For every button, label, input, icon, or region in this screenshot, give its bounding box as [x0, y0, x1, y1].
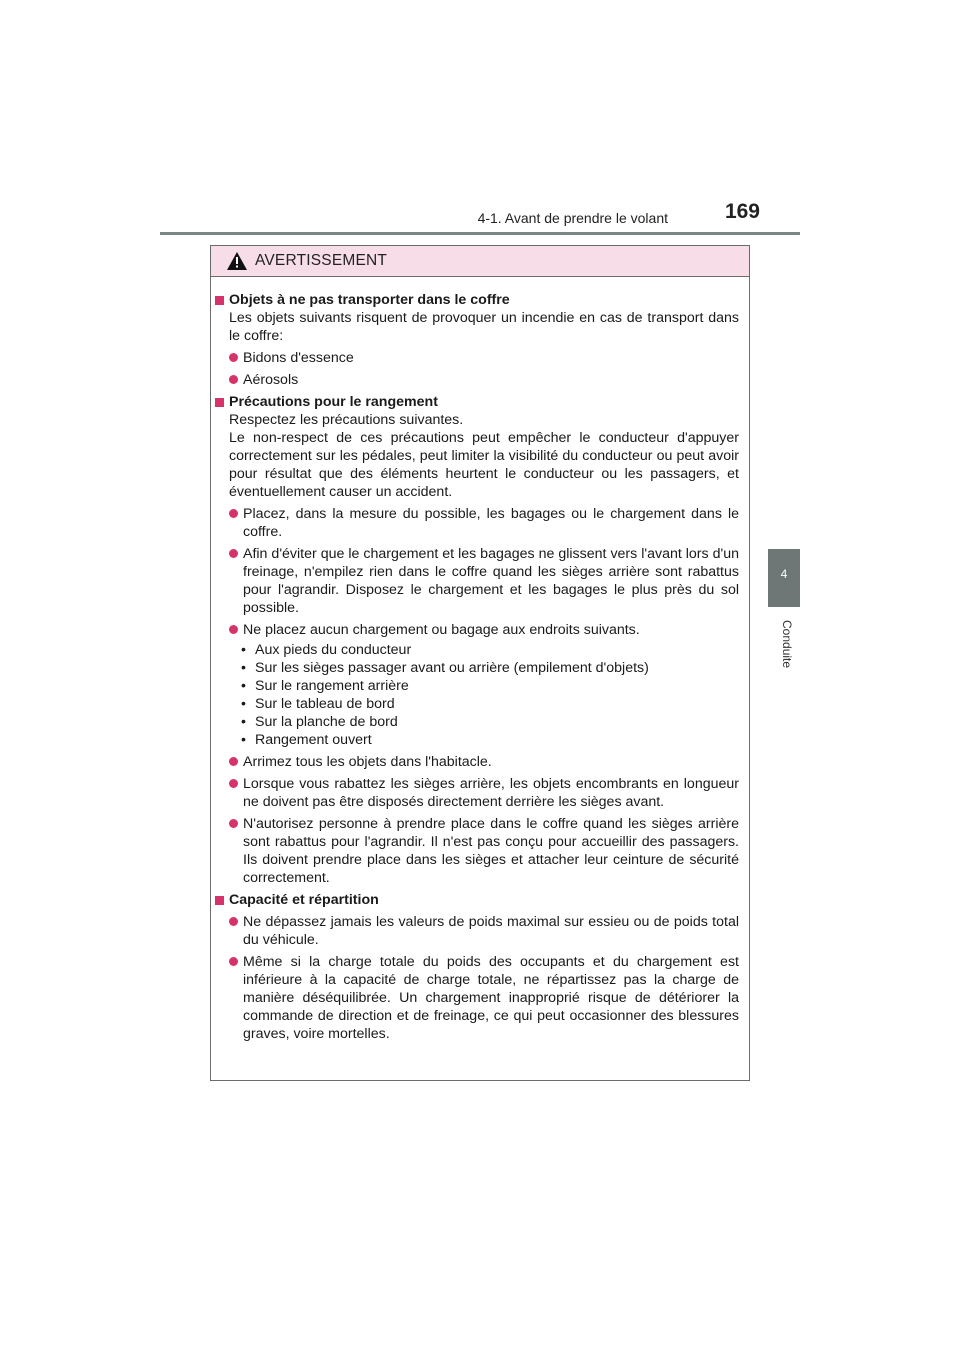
- square-bullet-icon: [215, 896, 224, 905]
- sub-list: [241, 641, 739, 749]
- sub-list-item: • Sur le tableau de bord: [241, 696, 395, 712]
- section-heading: Précautions pour le rangement: [215, 393, 739, 411]
- square-bullet-icon: [215, 398, 224, 407]
- section-heading: Capacité et répartition: [215, 891, 739, 909]
- round-bullet-icon: [229, 509, 238, 518]
- chapter-tab: [768, 549, 800, 607]
- round-bullet-icon: [229, 819, 238, 828]
- paragraph: Les objets suivants risquent de provoquer un incendie en cas de transport dans le coffre:: [229, 310, 739, 344]
- list-item: Même si la charge totale du poids des occupants et du chargement est inférieure à la capacité de charge totale, ne répartissez pas la charge de manière déséquilibrée. Un chargement inapproprié risque de détériorer la commande de direction et de freinage, ce qui peut occasionner des blessures graves, voire mortelles.: [229, 953, 739, 1043]
- list-item: Bidons d'essence: [229, 349, 739, 367]
- warning-header: [211, 246, 749, 277]
- list-item: N'autorisez personne à prendre place dans le coffre quand les sièges arrière sont rabattus pour l'agrandir. Il n'est pas conçu pour accueillir des passagers. Ils doivent prendre place dans les sièges et attacher leur ceinture de sécurité correctement.: [229, 815, 739, 887]
- list-item: Arrimez tous les objets dans l'habitacle.: [229, 753, 739, 771]
- paragraph: Le non-respect de ces précautions peut empêcher le conducteur d'appuyer correctement sur les pédales, peut limiter la visibilité du conducteur ou peut avoir pour résultat que des éléments heurtent le conducteur ou les passagers, et éventuellement causer un accident.: [229, 430, 739, 500]
- sub-list-item: • Sur les sièges passager avant ou arrière (empilement d'objets): [241, 660, 649, 676]
- sub-list-item: • Sur la planche de bord: [241, 714, 398, 730]
- round-bullet-icon: [229, 957, 238, 966]
- round-bullet-icon: [229, 353, 238, 362]
- round-bullet-icon: [229, 549, 238, 558]
- round-bullet-icon: [229, 779, 238, 788]
- chapter-number: 4: [780, 567, 788, 581]
- section-title: 4-1. Avant de prendre le volant: [477, 210, 668, 226]
- list-item: Lorsque vous rabattez les sièges arrière, les objets encombrants en longueur ne doivent pas être disposés directement derrière les sièges avant.: [229, 775, 739, 811]
- round-bullet-icon: [229, 757, 238, 766]
- header-rule: [160, 232, 800, 235]
- paragraph: Respectez les précautions suivantes.: [229, 412, 464, 428]
- list-item: Ne dépassez jamais les valeurs de poids maximal sur essieu ou de poids total du véhicule.: [229, 913, 739, 949]
- warning-box: [210, 245, 750, 1081]
- square-bullet-icon: [215, 296, 224, 305]
- sub-list-item: • Rangement ouvert: [241, 732, 372, 748]
- warning-content: [211, 277, 749, 1043]
- sub-list-item: • Sur le rangement arrière: [241, 678, 409, 694]
- list-item: Placez, dans la mesure du possible, les bagages ou le chargement dans le coffre.: [229, 505, 739, 541]
- list-item: Afin d'éviter que le chargement et les bagages ne glissent vers l'avant lors d'un freinage, n'empilez rien dans le coffre quand les sièges arrière sont rabattus pour l'agrandir. Disposez le chargement et les bagages le plus près du sol possible.: [229, 545, 739, 617]
- warning-title: AVERTISSEMENT: [255, 252, 388, 269]
- section-heading: Objets à ne pas transporter dans le coffre: [215, 291, 739, 309]
- list-item: Ne placez aucun chargement ou bagage aux endroits suivants.: [229, 621, 739, 639]
- warning-triangle-icon: [227, 252, 247, 270]
- round-bullet-icon: [229, 375, 238, 384]
- page-header: [160, 198, 800, 234]
- page-number: 169: [724, 200, 760, 223]
- chapter-label: Conduite: [780, 620, 794, 669]
- round-bullet-icon: [229, 625, 238, 634]
- round-bullet-icon: [229, 917, 238, 926]
- list-item: Aérosols: [229, 371, 739, 389]
- sub-list-item: • Aux pieds du conducteur: [241, 642, 412, 658]
